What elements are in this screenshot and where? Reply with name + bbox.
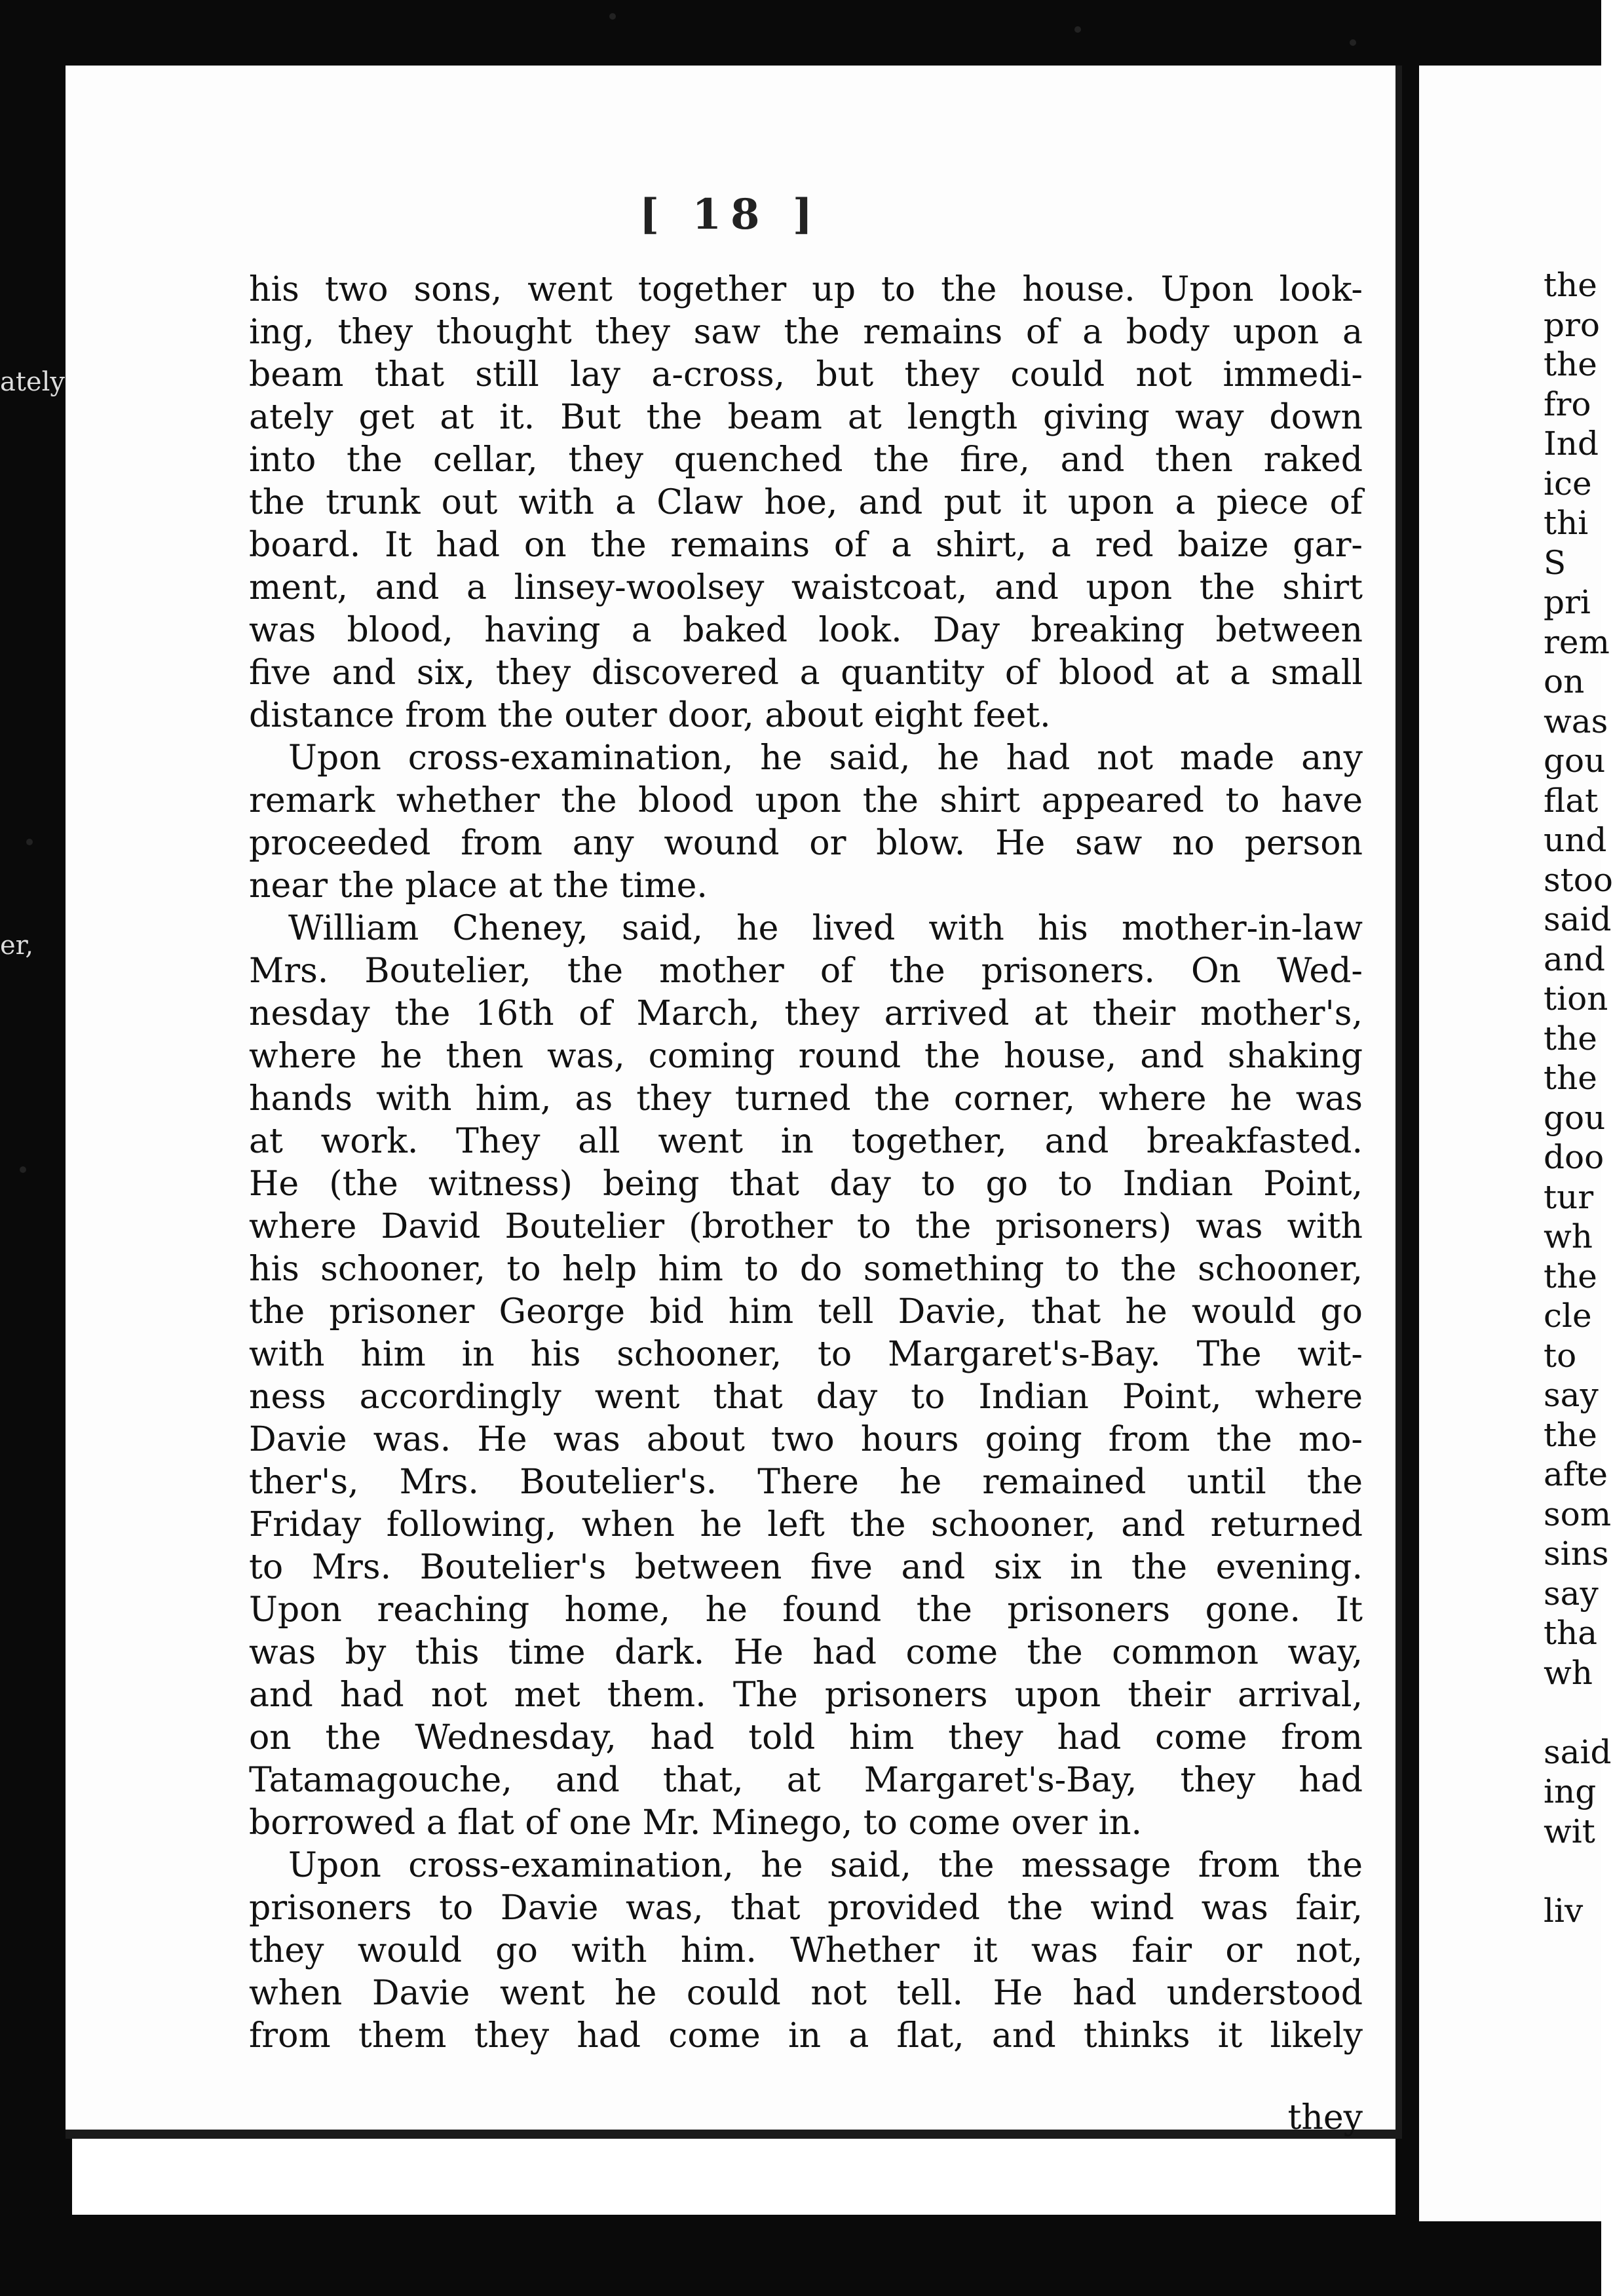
right-page-fragment: gou [1544, 742, 1606, 780]
dust-speck [20, 1166, 26, 1173]
right-page-fragment: stoo [1544, 860, 1613, 899]
text-line: when Davie went he could not tell. He had understood [249, 1974, 1363, 2013]
dust-speck [609, 13, 616, 20]
text-line: Mrs. Boutelier, the mother of the prisoners. On Wed- [249, 951, 1363, 991]
text-line: where David Boutelier (brother to the prisoners) was with [249, 1207, 1363, 1246]
right-page-fragment: the [1544, 1019, 1597, 1058]
right-page-fragment: say [1544, 1376, 1599, 1414]
text-line: ing, they thought they saw the remains of a body upon a [249, 313, 1363, 352]
right-page-fragment: on [1544, 662, 1585, 700]
text-line: prisoners to Davie was, that provided the wind was fair, [249, 1888, 1363, 1928]
text-line: Upon reaching home, he found the prisoners gone. It [249, 1590, 1363, 1630]
right-page-fragment: doo [1544, 1138, 1604, 1176]
right-page-fragment: liv [1544, 1891, 1584, 1930]
text-line: where he then was, coming round the house, and shaking [249, 1037, 1363, 1076]
text-line: his two sons, went together up to the house. Upon look- [249, 270, 1363, 309]
right-page-fragment: sins [1544, 1535, 1609, 1573]
text-line: Friday following, when he left the schooner, and returned [249, 1505, 1363, 1544]
page-number: [ 18 ] [639, 190, 822, 239]
dust-speck [1074, 26, 1081, 33]
right-page-fragment: gou [1544, 1098, 1606, 1137]
text-line: Davie was. He was about two hours going from the mo- [249, 1420, 1363, 1459]
scan-border-bottom [0, 2215, 1601, 2296]
left-edge-fragment: er, [0, 930, 34, 961]
text-line: nesday the 16th of March, they arrived at their mother's, [249, 994, 1363, 1033]
text-line: beam that still lay a-cross, but they could not immedi- [249, 355, 1363, 394]
right-page-fragment [1544, 1693, 1613, 1732]
right-page-fragment: Ind [1544, 425, 1599, 463]
text-line: at work. They all went in together, and breakfasted. [249, 1122, 1363, 1161]
right-page-fragment: wh [1544, 1653, 1593, 1692]
right-page-fragment: flat [1544, 781, 1599, 820]
right-page-fragment: tha [1544, 1614, 1598, 1652]
text-line: his schooner, to help him to do something to the schooner, [249, 1250, 1363, 1289]
text-line: He (the witness) being that day to go to Indian Point, [249, 1164, 1363, 1204]
catchword: they [1287, 2098, 1363, 2137]
right-page-fragment: tion [1544, 980, 1608, 1018]
text-line: with him in his schooner, to Margaret's-Bay. The wit- [249, 1335, 1363, 1374]
text-line: Tatamagouche, and that, at Margaret's-Bay, they had [249, 1761, 1363, 1800]
left-edge-fragment: ately [0, 367, 65, 397]
right-page-fragment: fro [1544, 385, 1591, 423]
right-page-fragment: thi [1544, 504, 1589, 542]
text-line: remark whether the blood upon the shirt appeared to have [249, 781, 1363, 820]
text-line: ther's, Mrs. Boutelier's. There he remained until the [249, 1463, 1363, 1502]
text-line: ment, and a linsey-woolsey waistcoat, and upon the shirt [249, 568, 1363, 607]
text-line: the prisoner George bid him tell Davie, that he would go [249, 1292, 1363, 1331]
text-line: to Mrs. Boutelier's between five and six in the evening. [249, 1548, 1363, 1587]
right-page-fragment: cle [1544, 1297, 1592, 1335]
right-page-fragment: tur [1544, 1177, 1594, 1216]
right-page-fragment: ice [1544, 464, 1592, 503]
right-page-fragment: wh [1544, 1217, 1593, 1255]
text-line: on the Wednesday, had told him they had come from [249, 1718, 1363, 1757]
right-page-fragment: pro [1544, 305, 1601, 344]
left-page [66, 66, 1402, 2139]
right-page-fragment: rem [1544, 622, 1610, 661]
text-line: board. It had on the remains of a shirt, a red baize gar- [249, 526, 1363, 565]
right-page-fragment: wit [1544, 1812, 1595, 1850]
right-page-fragment: to [1544, 1336, 1577, 1375]
dust-speck [26, 839, 33, 845]
right-page-fragment: S [1544, 543, 1566, 582]
dust-speck [1350, 39, 1356, 46]
text-line: distance from the outer door, about eight feet. [249, 696, 1051, 735]
right-page-fragment: the [1544, 1059, 1597, 1097]
right-page-fragment: said [1544, 900, 1612, 938]
right-page-fragment: the [1544, 1257, 1597, 1295]
body-text [249, 269, 1363, 2057]
text-line: hands with him, as they turned the corner, where he was [249, 1079, 1363, 1119]
text-line: from them they had come in a flat, and thinks it likely [249, 2016, 1363, 2056]
text-line: ness accordingly went that day to Indian Point, where [249, 1377, 1363, 1417]
right-page-fragment: the [1544, 345, 1597, 383]
right-page-fragment: afte [1544, 1455, 1608, 1493]
right-page-fragment: som [1544, 1495, 1612, 1533]
text-line: proceeded from any wound or blow. He saw no person [249, 824, 1363, 863]
right-page-fragment [1544, 1851, 1613, 1891]
right-page [1419, 66, 1613, 2221]
text-line: into the cellar, they quenched the fire, and then raked [249, 440, 1363, 480]
text-line: Upon cross-examination, he said, he had not made any [288, 738, 1363, 778]
text-line: was blood, having a baked look. Day breaking between [249, 611, 1363, 650]
right-page-fragment: was [1544, 702, 1608, 740]
text-line: borrowed a flat of one Mr. Minego, to come over in. [249, 1803, 1143, 1843]
right-page-fragment: and [1544, 940, 1606, 978]
text-line: William Cheney, said, he lived with his mother-in-law [288, 909, 1363, 948]
text-line: near the place at the time. [249, 866, 708, 906]
text-line: ately get at it. But the beam at length giving way down [249, 398, 1363, 437]
text-line: Upon cross-examination, he said, the message from the [288, 1846, 1363, 1885]
text-line: the trunk out with a Claw hoe, and put it upon a piece of [249, 483, 1363, 522]
right-page-fragment: the [1544, 1415, 1597, 1454]
text-line: they would go with him. Whether it was fair or not, [249, 1931, 1363, 1970]
text-line: was by this time dark. He had come the common way, [249, 1633, 1363, 1672]
text-line: and had not met them. The prisoners upon their arrival, [249, 1675, 1363, 1715]
right-page-fragment: say [1544, 1574, 1599, 1613]
right-page-fragment: pri [1544, 583, 1591, 621]
right-page-fragment: und [1544, 821, 1607, 859]
right-page-fragments [1544, 265, 1613, 1930]
right-page-fragment: the [1544, 266, 1597, 304]
right-page-fragment: said [1544, 1732, 1612, 1771]
text-line: five and six, they discovered a quantity of blood at a small [249, 653, 1363, 693]
right-page-fragment: ing [1544, 1772, 1597, 1810]
scan-border-left [0, 0, 72, 2296]
